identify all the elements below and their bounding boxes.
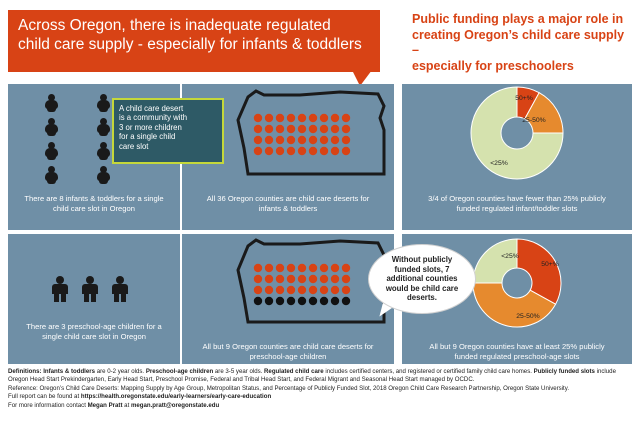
desert-county-dot [276, 264, 284, 272]
main-title-line1: Across Oregon, there is inadequate regulated [18, 17, 331, 34]
donut-slice-label: 50+% [515, 95, 533, 102]
infant-county-caption-line1: All 36 Oregon counties are child care deserts for [206, 194, 370, 203]
non-desert-county-dot [265, 297, 273, 305]
preschool-county-caption [188, 342, 388, 361]
desert-county-dot [309, 286, 317, 294]
desert-county-dot [331, 147, 339, 155]
desert-county-dot [287, 136, 295, 144]
def-text-infants: are 0-2 year olds. [95, 368, 146, 375]
child-icon [112, 276, 128, 302]
report-link[interactable]: https://health.oregonstate.edu/early-learners/early-care-education [80, 393, 272, 401]
desert-county-dot [320, 147, 328, 155]
donut-slice-label: 25-50% [516, 313, 540, 320]
non-desert-county-dot [320, 297, 328, 305]
desert-county-dot [298, 125, 306, 133]
desert-county-dot [342, 147, 350, 155]
desert-county-dot [287, 147, 295, 155]
desert-county-dot [276, 114, 284, 122]
desert-county-dot [298, 286, 306, 294]
child-care-desert-definition [112, 98, 224, 164]
desert-county-dot [298, 275, 306, 283]
report-prefix: Full report can be found at [8, 393, 81, 401]
desert-county-dot [276, 147, 284, 155]
def-text-preschool: are 3-5 year olds. [213, 368, 265, 375]
contact-name: Megan Pratt [87, 402, 123, 410]
donut-slice-label: <25% [501, 253, 519, 260]
definitions-text [8, 368, 632, 384]
desert-county-dot [298, 147, 306, 155]
non-desert-county-dot [254, 297, 262, 305]
desert-county-dot [287, 286, 295, 294]
desert-county-dot [276, 125, 284, 133]
desert-def-line4: for a single child [119, 132, 176, 142]
funding-title-line2: creating Oregon’s child care supply – [412, 27, 625, 57]
desert-county-dot [320, 275, 328, 283]
infant-funding-caption-line2: funded regulated infant/toddler slots [456, 203, 578, 213]
def-label-regulated: Regulated child care [264, 368, 324, 375]
infant-county-caption [188, 194, 388, 213]
desert-county-dot [309, 125, 317, 133]
reference-text: Reference: Oregon’s Child Care Deserts: Mapping Supply by Age Group, Metropolitan Status, and Percentage of Publicly Funded Slot, 2018 Oregon Child Care Research Partnership, Oregon State University. [8, 384, 570, 392]
donut-slice-label: 50+% [541, 261, 559, 268]
desert-county-dot [287, 114, 295, 122]
desert-county-dot [265, 264, 273, 272]
desert-county-dot [287, 264, 295, 272]
infant-funding-caption [406, 194, 628, 213]
preschool-county-caption-line1: All but 9 Oregon counties are child care deserts for [202, 342, 374, 351]
desert-def-line1: A child care desert [119, 104, 184, 113]
donut-slice [473, 239, 517, 283]
desert-county-dot [265, 114, 273, 122]
report-line [8, 393, 632, 401]
desert-county-dot [331, 286, 339, 294]
desert-county-dot [309, 264, 317, 272]
desert-county-dot [309, 114, 317, 122]
desert-county-dot [265, 275, 273, 283]
non-desert-county-dot [331, 297, 339, 305]
contact-prefix: For more information contact [8, 402, 88, 410]
funding-title-line3: especially for preschoolers [412, 58, 574, 73]
non-desert-county-dot [287, 297, 295, 305]
def-label-preschool: Preschool-age children [145, 368, 214, 375]
desert-def-line2: is a community with [119, 113, 188, 123]
desert-county-dot [342, 264, 350, 272]
desert-county-dot [254, 275, 262, 283]
desert-county-dot [265, 147, 273, 155]
desert-county-dot [265, 136, 273, 144]
infant-ratio-caption-line2: child care slot in Oregon [53, 203, 135, 213]
desert-county-dot [320, 114, 328, 122]
preschool-funding-caption-line1: All but 9 Oregon counties have at least 25% publicly [429, 342, 605, 351]
infant-county-caption-line2: infants & toddlers [258, 203, 318, 213]
non-desert-county-dot [342, 297, 350, 305]
speech-line5: deserts. [407, 293, 437, 303]
non-desert-county-dot [298, 297, 306, 305]
desert-county-dot [265, 125, 273, 133]
desert-county-dot [342, 275, 350, 283]
speech-line2: funded slots, 7 [394, 264, 450, 274]
non-desert-county-dot [309, 297, 317, 305]
desert-county-dot [254, 125, 262, 133]
desert-def-line3: 3 or more children [119, 122, 182, 132]
def-label-publicly: Publicly [533, 368, 558, 375]
speech-bubble [368, 244, 476, 314]
speech-line3: additional counties [386, 274, 458, 284]
infant-funding-donut [471, 87, 563, 179]
desert-county-dot [309, 136, 317, 144]
desert-county-dot [276, 275, 284, 283]
funding-title-line1: Public funding plays a major role in [412, 12, 624, 26]
contact-email-link[interactable]: megan.pratt@oregonstate.edu [130, 402, 220, 410]
desert-county-dot [342, 125, 350, 133]
desert-county-dot [254, 286, 262, 294]
desert-county-dot [254, 147, 262, 155]
donut-slice [517, 239, 561, 304]
def-text-funded: include Oregon Head Start Prekindergarten, Early Head Start, Preschool Promise, Federal and Tribal Head Start, and Federal Migrant and Seasonal Head Start managed by OCDC. [8, 368, 616, 383]
desert-county-dot [254, 264, 262, 272]
infant-county-dots [254, 114, 350, 155]
desert-county-dot [265, 286, 273, 294]
preschool-funding-caption [406, 342, 628, 361]
child-icon [82, 276, 98, 302]
desert-county-dot [287, 275, 295, 283]
preschool-county-dots [254, 264, 350, 305]
desert-county-dot [320, 286, 328, 294]
desert-def-line5: care slot [119, 141, 149, 151]
donut-slice-label: <25% [490, 160, 508, 167]
desert-county-dot [320, 125, 328, 133]
desert-county-dot [331, 275, 339, 283]
desert-county-dot [254, 136, 262, 144]
desert-county-dot [276, 286, 284, 294]
def-label-funded-slots: funded slots [558, 368, 595, 375]
preschool-ratio-caption-line1: There are 3 preschool-age children for a [26, 322, 162, 331]
def-text-regulated: includes certified centers, and registered or certified family child care homes. [323, 368, 534, 375]
footer-notes [8, 368, 632, 411]
non-desert-county-dot [276, 297, 284, 305]
contact-at: at [122, 402, 131, 410]
desert-county-dot [309, 147, 317, 155]
preschool-funding-caption-line2: funded regulated preschool-age slots [454, 351, 580, 361]
speech-line4: would be child care [385, 283, 459, 293]
main-title-line2: child care supply - especially for infants & toddlers [18, 36, 362, 53]
desert-county-dot [331, 264, 339, 272]
child-icon [52, 276, 68, 302]
desert-county-dot [276, 136, 284, 144]
desert-county-dot [342, 136, 350, 144]
desert-county-dot [320, 264, 328, 272]
desert-county-dot [342, 286, 350, 294]
preschool-ratio-caption-line2: single child care slot in Oregon [42, 331, 146, 341]
desert-county-dot [309, 275, 317, 283]
desert-county-dot [331, 136, 339, 144]
speech-line1: Without publicly [391, 255, 453, 265]
desert-county-dot [298, 264, 306, 272]
infant-ratio-caption-line1: There are 8 infants & toddlers for a single [24, 194, 164, 203]
donut-slice-label: 25-50% [522, 117, 546, 124]
infant-funding-caption-line1: 3/4 of Oregon counties have fewer than 25% publicly [428, 194, 606, 203]
desert-county-dot [320, 136, 328, 144]
def-label-infants: Definitions: Infants & toddlers [8, 368, 96, 375]
desert-county-dot [331, 125, 339, 133]
preschool-ratio-caption [12, 322, 176, 341]
desert-county-dot [287, 125, 295, 133]
desert-county-dot [298, 114, 306, 122]
desert-county-dot [298, 136, 306, 144]
contact-line [8, 402, 632, 410]
desert-county-dot [331, 114, 339, 122]
preschool-funding-donut [473, 239, 561, 327]
preschool-county-caption-line2: preschool-age children [249, 351, 327, 361]
desert-county-dot [342, 114, 350, 122]
desert-county-dot [254, 114, 262, 122]
